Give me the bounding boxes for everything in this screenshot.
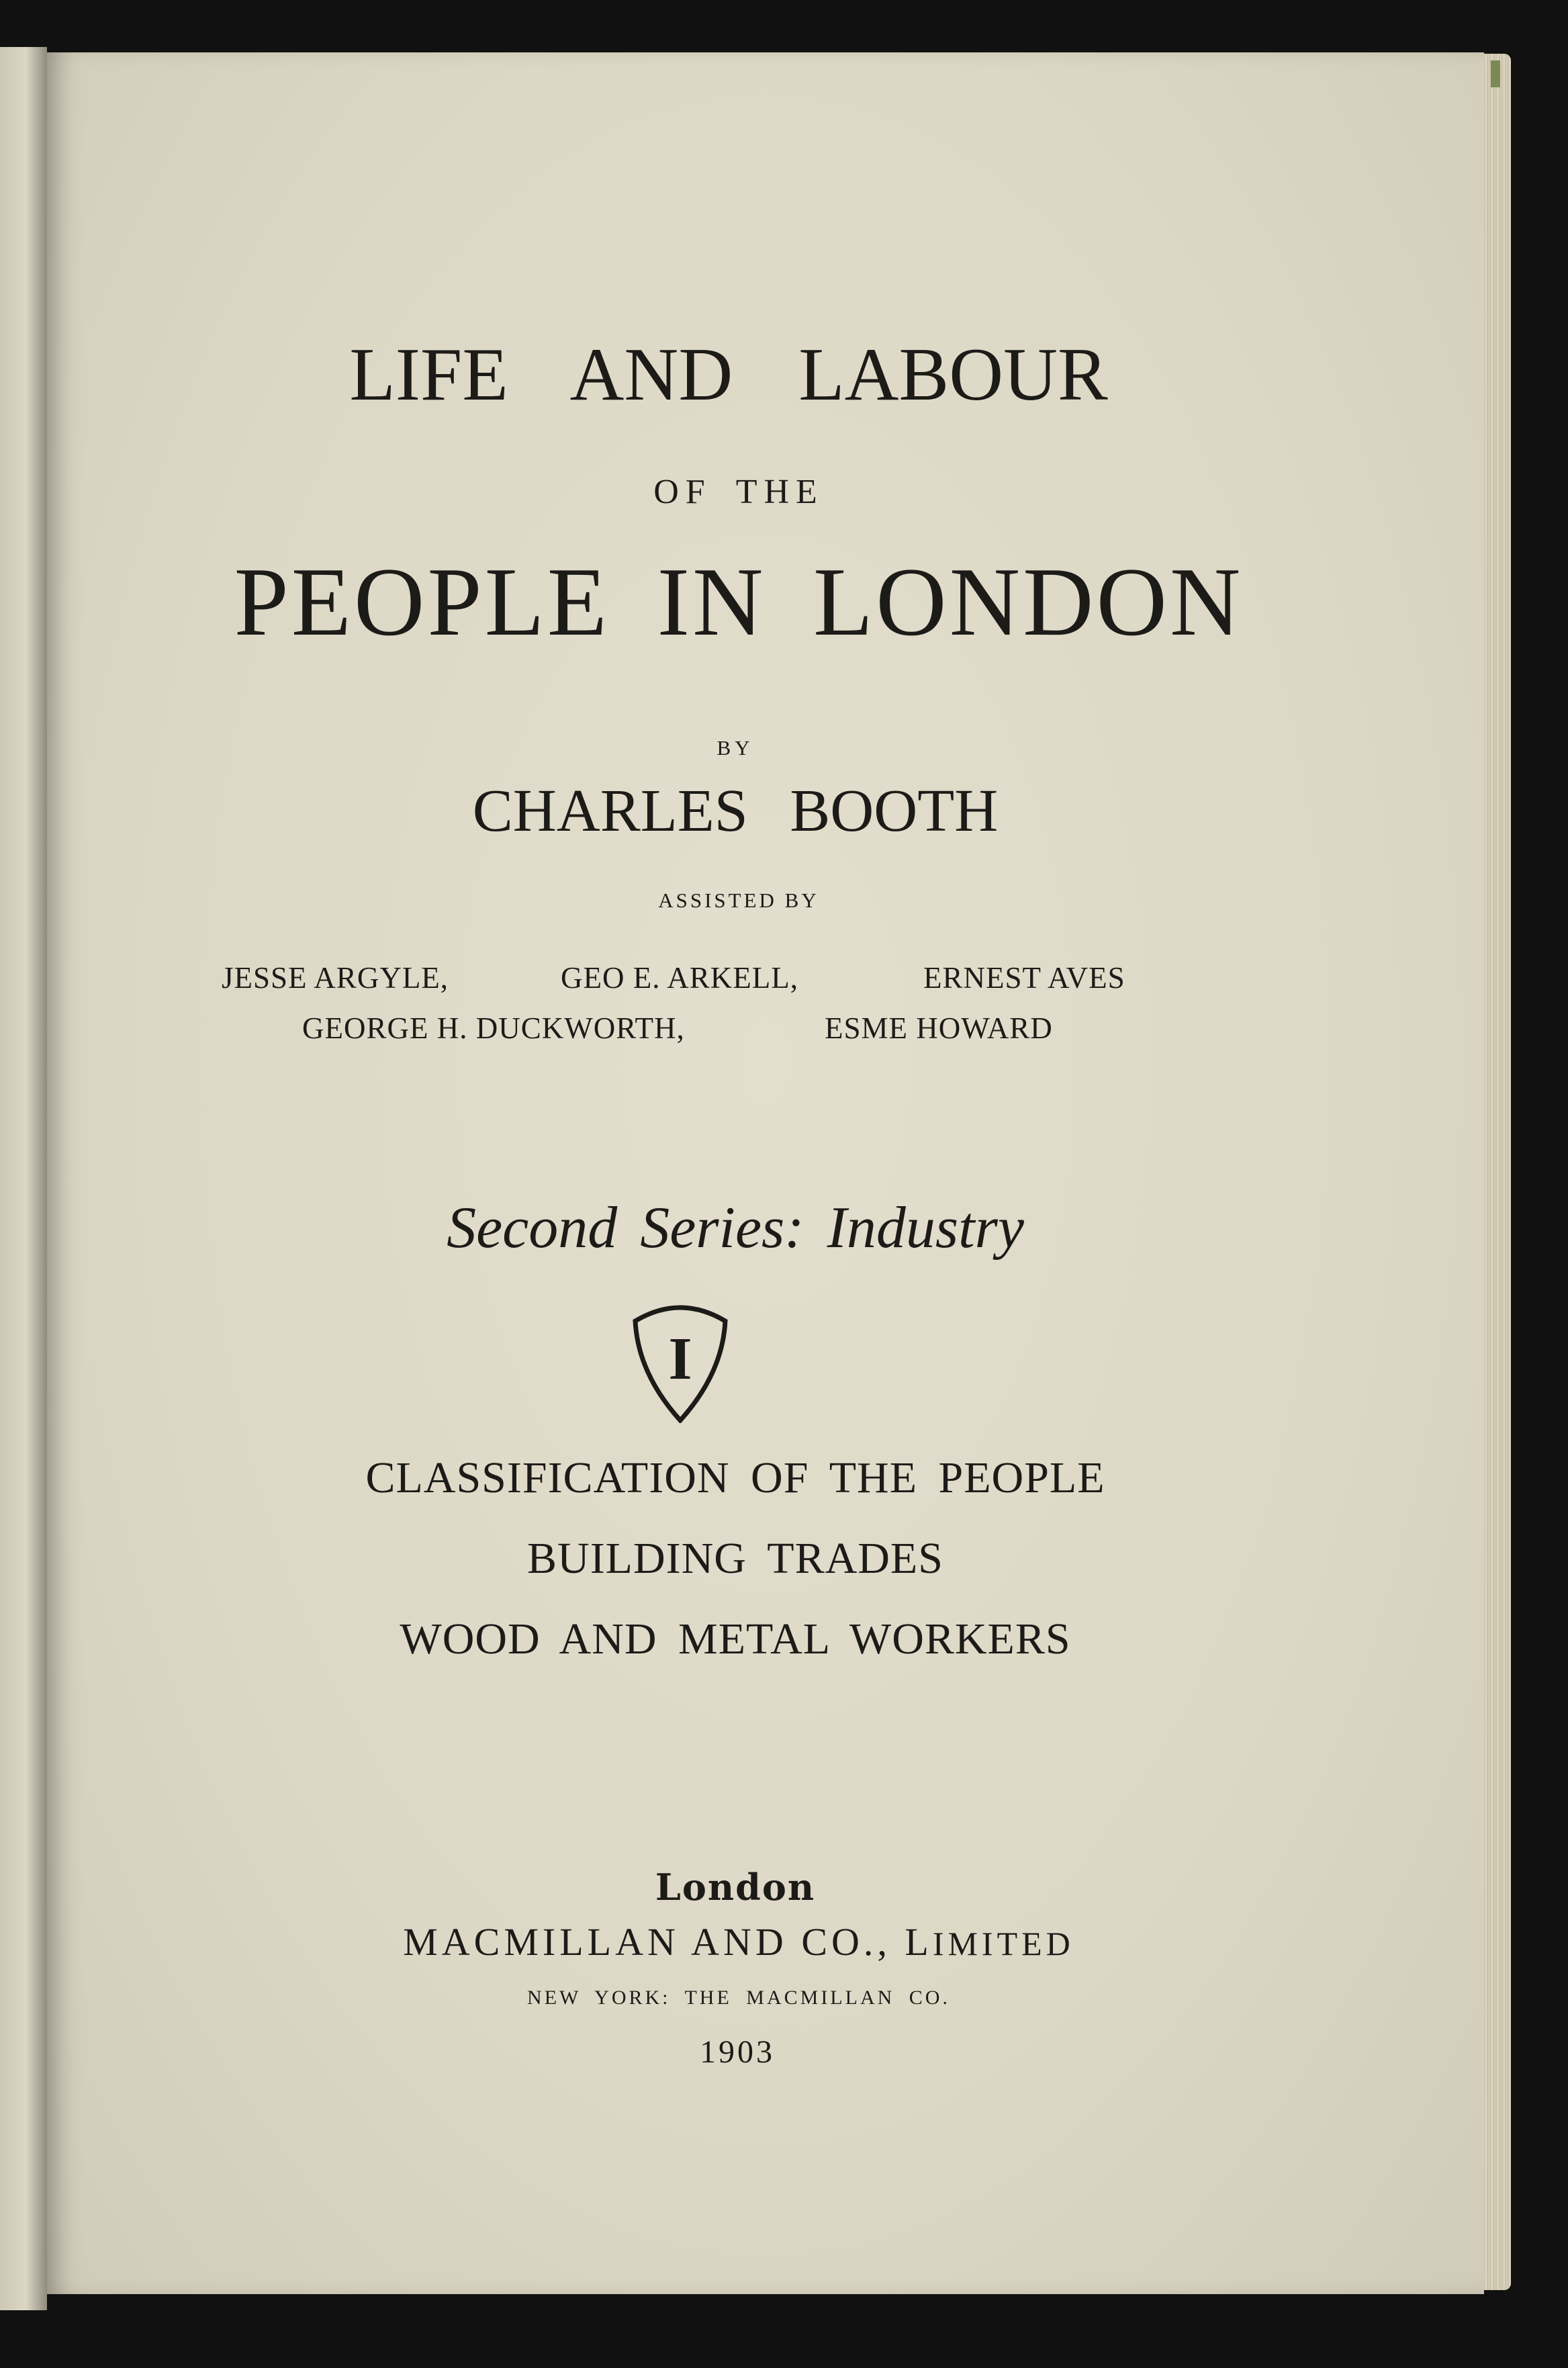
assistant-name: ERNEST AVES — [923, 961, 1125, 995]
volume-numeral: I — [668, 1326, 692, 1392]
assistant-name: ESME HOWARD — [825, 1011, 1053, 1045]
publisher-suffix: IMITED — [932, 1925, 1074, 1962]
title-line-2: PEOPLE IN LONDON — [234, 547, 1244, 656]
contents-line: CLASSIFICATION OF THE PEOPLE — [365, 1453, 1105, 1502]
assistant-name: JESSE ARGYLE, — [222, 961, 449, 995]
contents-line: BUILDING TRADES — [527, 1534, 943, 1583]
assistant-name: GEO E. ARKELL, — [561, 961, 798, 995]
series-title: Second Series: Industry — [447, 1195, 1024, 1261]
imprint-publisher — [20, 1919, 1457, 1964]
title-line-1: LIFE AND LABOUR — [349, 333, 1108, 416]
publisher-main: MACMILLAN AND CO., L — [403, 1920, 933, 1964]
assistant-name: GEORGE H. DUCKWORTH, — [302, 1011, 685, 1045]
by-label: BY — [717, 736, 754, 760]
imprint-year: 1903 — [700, 2034, 775, 2070]
title-connector: OF THE — [653, 473, 824, 511]
cover-edge — [1491, 60, 1500, 87]
title-page — [47, 52, 1484, 2294]
imprint-place: London — [655, 1866, 816, 1909]
author-name: CHARLES BOOTH — [472, 778, 999, 844]
contents-line: WOOD AND METAL WORKERS — [400, 1614, 1071, 1664]
assisted-by-label: ASSISTED BY — [658, 889, 819, 912]
imprint-cities: NEW YORK: THE MACMILLAN CO. — [527, 1987, 950, 2009]
volume-shield-icon — [630, 1298, 731, 1423]
